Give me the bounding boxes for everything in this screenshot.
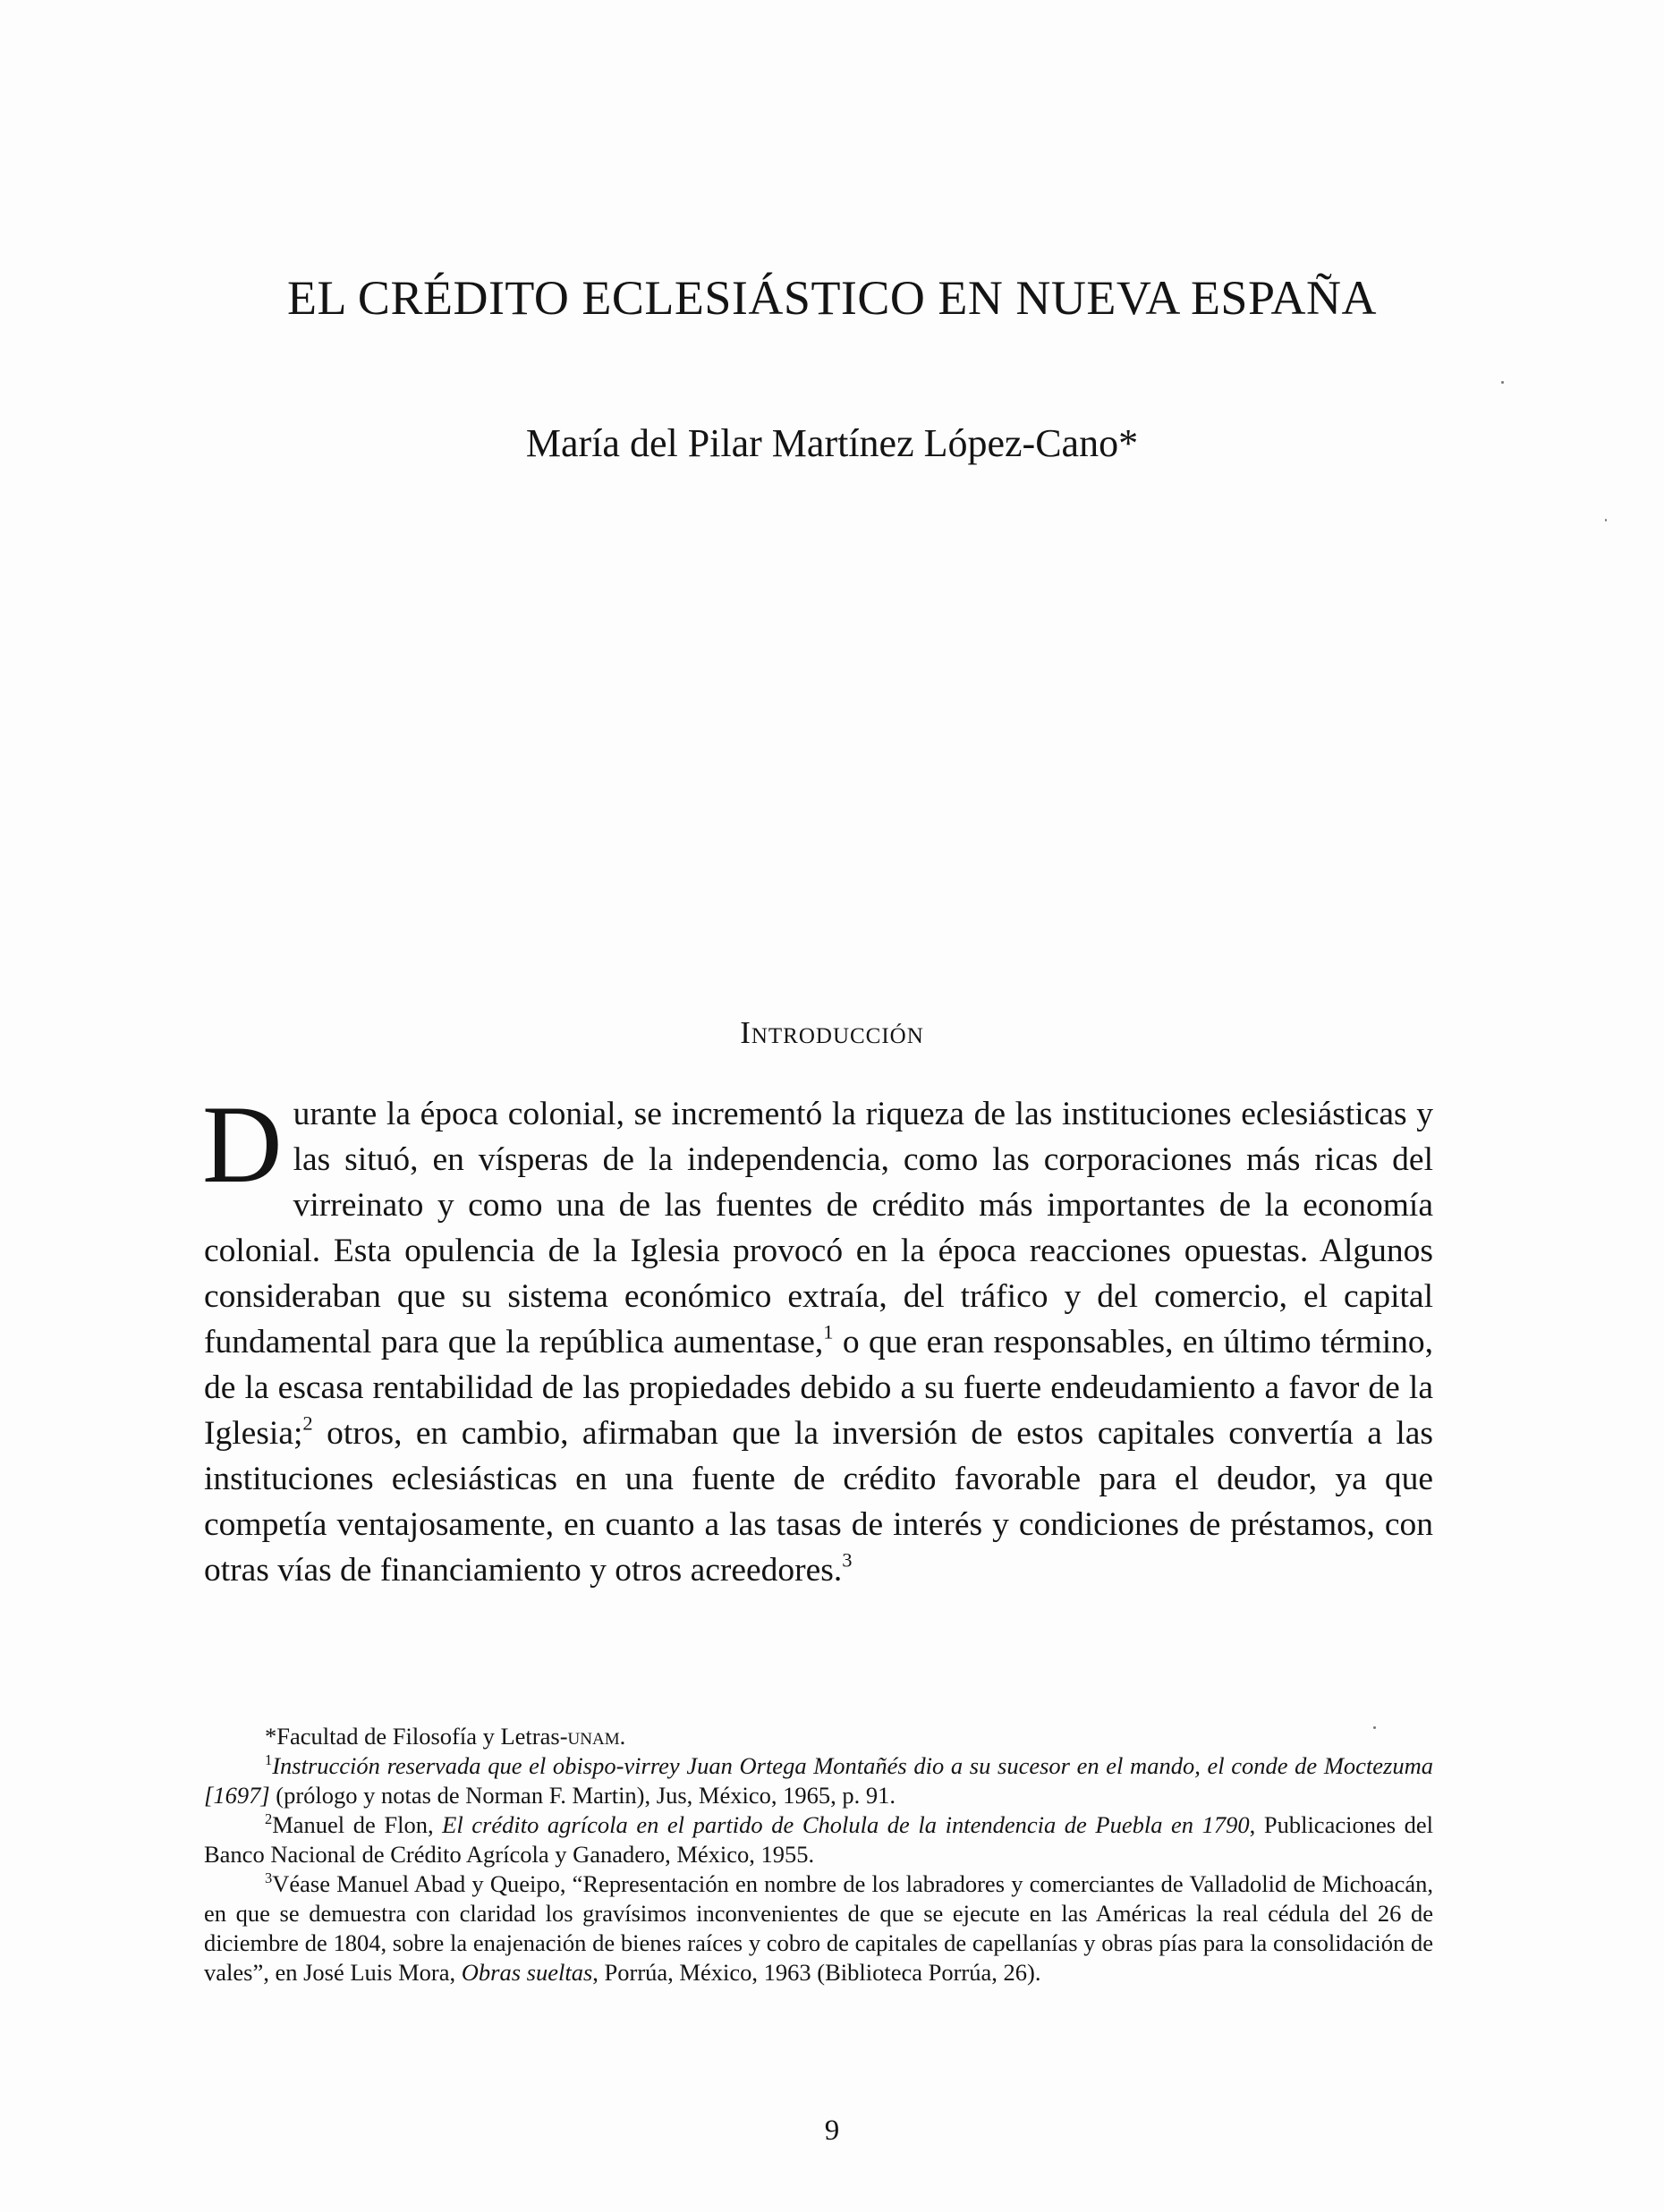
paragraph-text-1: urante la época colonial, se incrementó la riqueza de las instituciones eclesiásticas y las situó, en vísperas de la independencia, como las corporaciones más ricas del virreinato y como una de las fuentes de crédito más importantes de la economía colonial. Esta opulencia de la Iglesia provocó en la época reacciones opuestas. Algunos consideraban que su sistema económico extraía, del tráfico y del comercio, el capital fundamental para que la república aumentase, <box>204 1096 1433 1360</box>
paragraph-text-3: otros, en cambio, afirmaban que la inversión de estos capitales convertía a las instituciones eclesiásticas en una fuente de crédito favorable para el deudor, ya que competía ventajosamente, en cuanto a las tasas de interés y condiciones de préstamos, con otras vías de financiamiento y otros acreedores. <box>204 1415 1433 1589</box>
article-author: María del Pilar Martínez López-Cano* <box>525 421 1139 465</box>
footnote-3 <box>204 1869 1433 1987</box>
footnote-1-number: 1 <box>265 1751 273 1769</box>
footnote-2-lead: Manuel de Flon, <box>272 1811 443 1838</box>
footnote-2-number: 2 <box>265 1810 273 1828</box>
footnote-2-text: , Publicaciones del Banco Nacional de Crédito Agrícola y Ganadero, México, 1955. <box>204 1811 1433 1868</box>
drop-cap: D <box>202 1083 283 1206</box>
footnote-1 <box>204 1751 1433 1810</box>
scan-speck <box>1501 381 1504 384</box>
affiliation-mark: * <box>265 1723 277 1750</box>
footnote-1-italic: Instrucción reservada que el obispo-virrey Juan Ortega Montañés dio a su sucesor en el mando, el conde de Moctezuma [1697] <box>204 1752 1433 1809</box>
scan-speck <box>1373 1726 1376 1729</box>
footnote-ref-3: 3 <box>842 1548 853 1572</box>
footnotes <box>204 1722 1433 1987</box>
footnote-2-italic: El crédito agrícola en el partido de Cholula de la intendencia de Puebla en 1790 <box>442 1811 1250 1838</box>
footnote-3-italic: Obras sueltas <box>461 1959 593 1986</box>
body-paragraph <box>202 1083 1433 1593</box>
page-number: 9 <box>824 2115 840 2147</box>
paragraph-text-2: o que eran responsables, en último término, de la escasa rentabilidad de las propiedades debido a su fuerte endeudamiento a favor de la Iglesia; <box>204 1324 1433 1452</box>
footnote-2 <box>204 1810 1433 1869</box>
footnote-1-text: (prólogo y notas de Norman F. Martin), Jus, México, 1965, p. 91. <box>269 1782 896 1809</box>
footnote-3-text: , Porrúa, México, 1963 (Biblioteca Porrúa, 26). <box>592 1959 1041 1986</box>
article-title: EL CRÉDITO ECLESIÁSTICO EN NUEVA ESPAÑA <box>286 271 1378 325</box>
footnote-ref-1: 1 <box>823 1320 834 1343</box>
section-heading: Introducción <box>740 1015 924 1050</box>
footnote-3-lead: Véase Manuel Abad y Queipo, “Representación en nombre de los labradores y comerciantes de Valladolid de Michoacán, en que se demuestra con claridad los gravísimos inconvenientes de que se ejecute en las Américas la real cédula del 26 de diciembre de 1804, sobre la enajenación de bienes raíces y cobro de capitales de capellanías y obras pías para la consolidación de vales”, en José Luis Mora, <box>204 1870 1433 1986</box>
affiliation-text: Facultad de Filosofía y Letras- <box>276 1723 568 1750</box>
footnote-ref-2: 2 <box>302 1411 313 1435</box>
footnote-3-number: 3 <box>265 1869 273 1887</box>
affiliation-acronym: unam <box>567 1723 620 1750</box>
footnote-affiliation <box>204 1722 1433 1751</box>
affiliation-end: . <box>619 1723 626 1750</box>
scan-speck <box>1605 519 1607 521</box>
